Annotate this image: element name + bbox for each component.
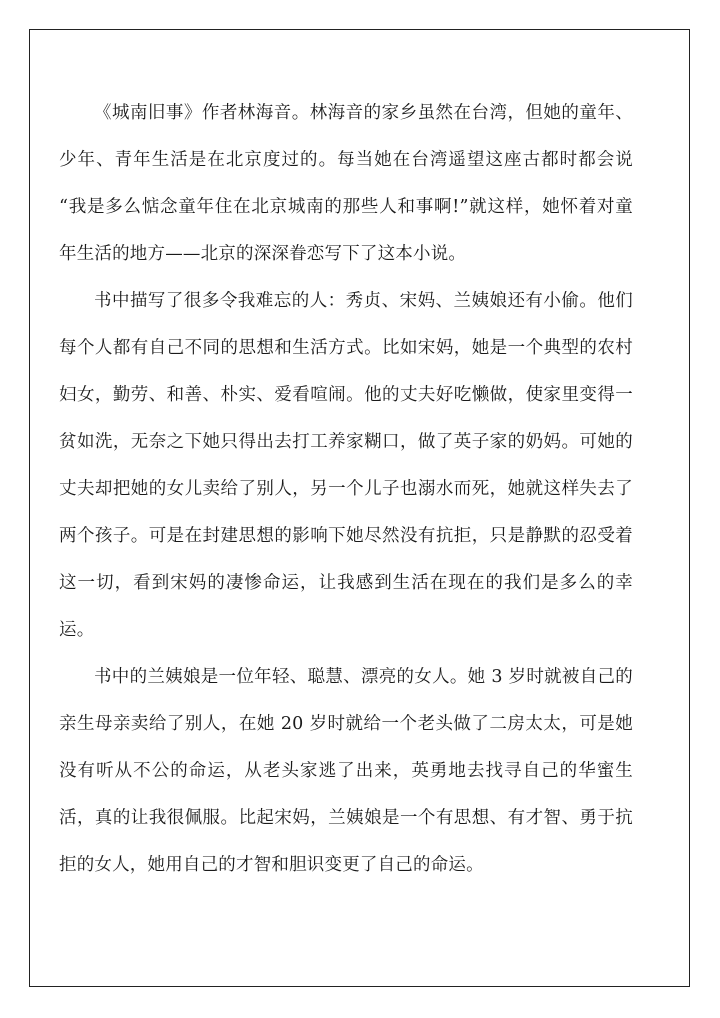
paragraph-intro: 《城南旧事》作者林海音。林海音的家乡虽然在台湾，但她的童年、少年、青年生活是在北京度过的。每当她在台湾遥望这座古都时都会说 “我是多么惦念童年住在北京城南的那些人和事啊!”就这样，她怀着对童年生活的地方——北京的深深眷恋写下了这本小说。 [59,103,633,264]
document-body [59,90,633,889]
paragraph-lan-yiniang: 书中的兰姨娘是一位年轻、聪慧、漂亮的女人。她 3 岁时就被自己的亲生母亲卖给了别人，在她 20 岁时就给一个老头做了二房太太，可是她没有听从不公的命运，从老头家逃了出来，英勇地去找寻自己的华蜜生活，真的让我很佩服。比起宋妈，兰姨娘是一个有思想、有才智、勇于抗拒的女人，她用自己的才智和胆识变更了自己的命运。 [59,667,633,875]
paragraph-song-ma: 书中描写了很多令我难忘的人：秀贞、宋妈、兰姨娘还有小偷。他们每个人都有自己不同的思想和生活方式。比如宋妈，她是一个典型的农村妇女，勤劳、和善、朴实、爱看喧闹。他的丈夫好吃懒做，使家里变得一贫如洗，无奈之下她只得出去打工养家糊口，做了英子家的奶妈。可她的丈夫却把她的女儿卖给了别人，另一个儿子也溺水而死，她就这样失去了两个孩子。可是在封建思想的影响下她尽然没有抗拒，只是静默的忍受着这一切，看到宋妈的凄惨命运，让我感到生活在现在的我们是多么的幸运。 [59,291,633,640]
